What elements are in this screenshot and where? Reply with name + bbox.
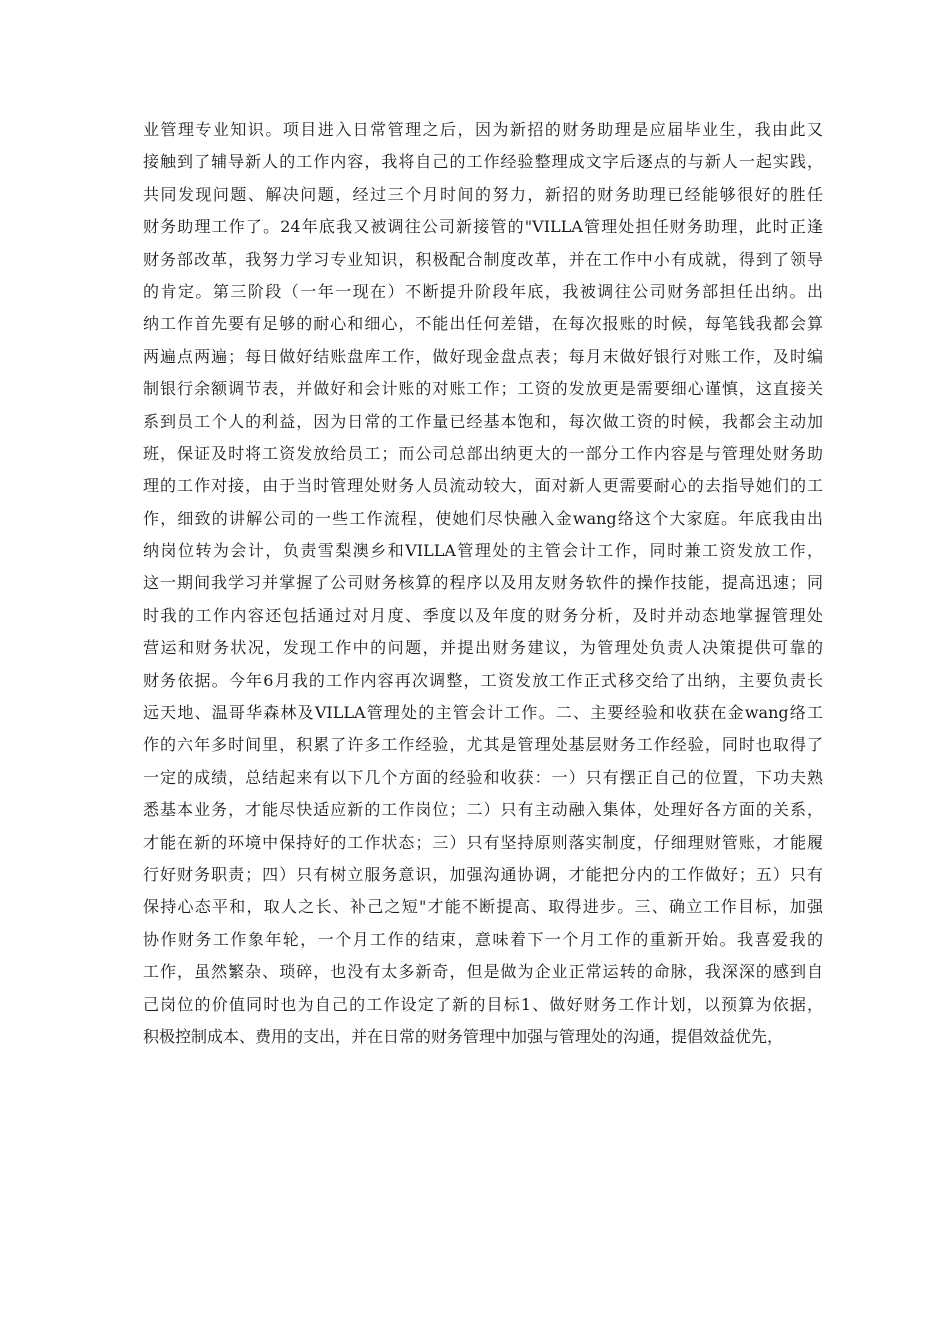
- text-line: 悉基本业务，才能尽快适应新的工作岗位；二）只有主动融入集体，处理好各方面的关系，: [143, 800, 823, 820]
- text-line: 共同发现问题、解决问题，经过三个月时间的努力，新招的财务助理已经能够很好的胜任: [143, 184, 823, 204]
- text-line: 作的六年多时间里，积累了许多工作经验，尤其是管理处基层财务工作经验，同时也取得了: [143, 735, 823, 755]
- text-line: 作，细致的讲解公司的一些工作流程，使她们尽快融入金wang络这个大家庭。年底我由出: [143, 508, 823, 528]
- text-line: 营运和财务状况，发现工作中的问题，并提出财务建议，为管理处负责人决策提供可靠的: [143, 638, 823, 658]
- text-line: 纳岗位转为会计，负责雪梨澳乡和VILLA管理处的主管会计工作，同时兼工资发放工作，: [143, 541, 823, 561]
- text-line: 班，保证及时将工资发放给员工；而公司总部出纳更大的一部分工作内容是与管理处财务助: [143, 443, 823, 463]
- body-text: [143, 114, 823, 1053]
- text-line: 业管理专业知识。项目进入日常管理之后，因为新招的财务助理是应届毕业生，我由此又: [143, 120, 823, 139]
- text-line: 工作，虽然繁杂、琐碎，也没有太多新奇，但是做为企业正常运转的命脉，我深深的感到自: [143, 962, 823, 982]
- text-line: 保持心态平和，取人之长、补己之短"才能不断提高、取得进步。三、确立工作目标，加强: [143, 897, 823, 917]
- text-line: 系到员工个人的利益，因为日常的工作量已经基本饱和，每次做工资的时候，我都会主动加: [143, 411, 823, 431]
- text-line: 积极控制成本、费用的支出，并在日常的财务管理中加强与管理处的沟通，提倡效益优先，: [143, 1026, 784, 1046]
- text-line: 两遍点两遍；每日做好结账盘库工作，做好现金盘点表；每月末做好银行对账工作，及时编: [143, 346, 823, 366]
- text-line: 一定的成绩，总结起来有以下几个方面的经验和收获：一）只有摆正自己的位置，下功夫熟: [143, 767, 823, 787]
- text-line: 接触到了辅导新人的工作内容，我将自己的工作经验整理成文字后逐点的与新人一起实践，: [143, 152, 823, 172]
- text-line: 协作财务工作象年轮，一个月工作的结束，意味着下一个月工作的重新开始。我喜爱我的: [143, 929, 823, 949]
- text-line: 才能在新的环境中保持好的工作状态；三）只有坚持原则落实制度，仔细理财管账，才能履: [143, 832, 823, 852]
- text-line: 制银行余额调节表，并做好和会计账的对账工作；工资的发放更是需要细心谨慎，这直接关: [143, 379, 823, 399]
- text-line: 的肯定。第三阶段（一年一现在）不断提升阶段年底，我被调往公司财务部担任出纳。出: [143, 281, 823, 301]
- text-line: 财务依据。今年6月我的工作内容再次调整，工资发放工作正式移交给了出纳，主要负责长: [143, 670, 823, 690]
- text-line: 理的工作对接，由于当时管理处财务人员流动较大，面对新人更需要耐心的去指导她们的工: [143, 476, 823, 496]
- text-line: 行好财务职责；四）只有树立服务意识，加强沟通协调，才能把分内的工作做好；五）只有: [143, 864, 823, 884]
- text-line: 时我的工作内容还包括通过对月度、季度以及年度的财务分析，及时并动态地掌握管理处: [143, 605, 823, 625]
- text-line: 财务助理工作了。24年底我又被调往公司新接管的"VILLA管理处担任财务助理，此时正逢: [143, 217, 823, 237]
- text-line: 纳工作首先要有足够的耐心和细心，不能出任何差错，在每次报账的时候，每笔钱我都会算: [143, 314, 823, 334]
- text-line: 己岗位的价值同时也为自己的工作设定了新的目标1、做好财务工作计划，以预算为依据，: [143, 994, 823, 1014]
- text-line: 财务部改革，我努力学习专业知识，积极配合制度改革，并在工作中小有成就，得到了领导: [143, 249, 823, 269]
- text-line: 远天地、温哥华森林及VILLA管理处的主管会计工作。二、主要经验和收获在金wang络工: [143, 703, 823, 723]
- text-line: 这一期间我学习并掌握了公司财务核算的程序以及用友财务软件的操作技能，提高迅速；同: [143, 573, 823, 593]
